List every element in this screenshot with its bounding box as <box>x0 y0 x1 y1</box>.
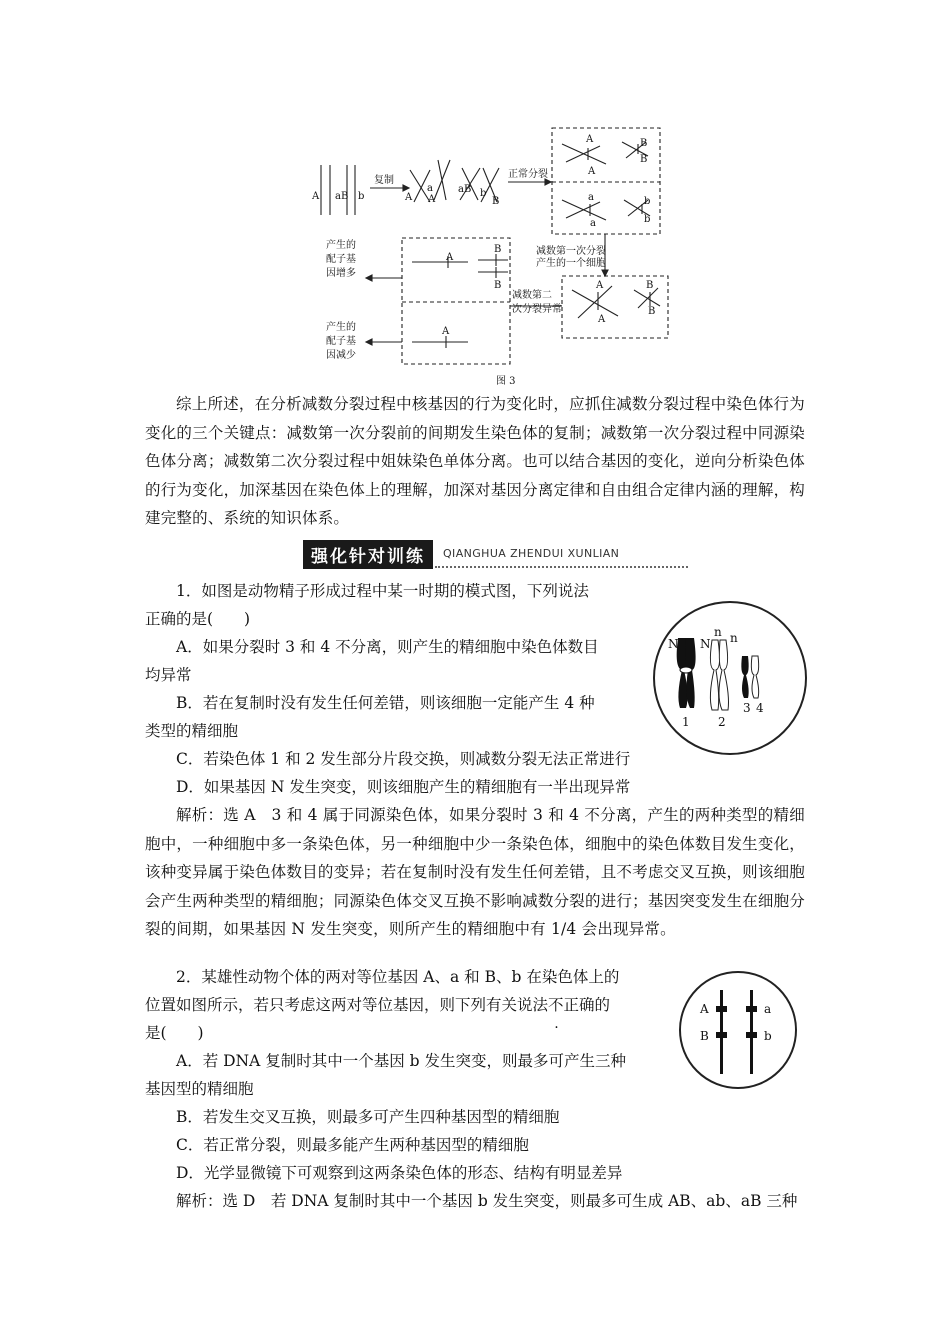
q2-option-d: D．光学显微镜下可观察到这两条染色体的形态、结构有明显差异 <box>176 1164 623 1182</box>
svg-text:A: A <box>312 191 320 202</box>
svg-text:A: A <box>586 134 594 145</box>
svg-text:因减少: 因减少 <box>326 350 356 361</box>
q1-option-b-line1: B．若在复制时没有发生任何差错，则该细胞一定能产生 4 种 <box>176 694 595 712</box>
q1-option-c: C．若染色体 1 和 2 发生部分片段交换，则减数分裂无法正常进行 <box>176 750 631 768</box>
svg-text:B: B <box>640 154 648 165</box>
svg-text:A: A <box>588 166 596 177</box>
q2-stem-line2 <box>145 991 610 1020</box>
q1-label-3: 3 <box>743 701 751 715</box>
svg-text:复制: 复制 <box>374 175 394 186</box>
q2-label-B: B <box>700 1029 709 1043</box>
svg-text:正常分裂: 正常分裂 <box>508 169 548 180</box>
svg-text:A: A <box>596 280 604 291</box>
q1-analysis: 解析：选 A 3 和 4 属于同源染色体，如果分裂时 3 和 4 不分离，产生的两种类型的精细胞中，一种细胞中多一条染色体，另一种细胞中少一条染色体，细胞中的染色体数目发生变化，该种变异属于染色体数目的变异；若在复制时没有发生任何差错，且不考虑交叉互换，则该细胞会产生两种类型的精细胞；同源染色体交叉互换不影响减数分裂的进行；基因突变发生在细胞分裂的间期，如果基因 N 发生突变，则所产生的精细胞中有 1/4 会出现异常。 <box>145 806 805 939</box>
svg-text:B: B <box>648 306 656 317</box>
q2-chromosome-figure <box>676 968 800 1092</box>
svg-text:产生的: 产生的 <box>326 240 356 251</box>
svg-text:B: B <box>640 138 648 149</box>
svg-text:因增多: 因增多 <box>326 268 356 279</box>
svg-text:B: B <box>646 280 654 291</box>
banner-title: 强化针对训练 <box>303 540 433 569</box>
svg-text:A: A <box>405 192 413 203</box>
q1-option-a-line2: 均异常 <box>145 666 192 684</box>
q2-emphasis-not: 不 <box>548 996 564 1014</box>
q2-stem-line2-b: 正确的 <box>563 996 611 1014</box>
q1-label-N1: N <box>668 637 679 651</box>
q1-label-N2: N <box>700 637 711 651</box>
svg-text:a: a <box>590 218 596 229</box>
q2-stem-line3: 是( ) <box>145 1024 204 1042</box>
svg-text:B: B <box>494 280 502 291</box>
q1-chromosome-figure <box>650 598 810 758</box>
svg-text:A: A <box>442 326 450 337</box>
svg-text:配子基: 配子基 <box>326 254 356 265</box>
svg-text:aB: aB <box>458 184 472 195</box>
svg-text:产生的一个细胞: 产生的一个细胞 <box>536 258 606 269</box>
q2-option-a-line1: A．若 DNA 复制时其中一个基因 b 发生突变，则最多可产生三种 <box>176 1052 627 1070</box>
svg-text:B: B <box>492 196 500 207</box>
q2-stem-line2-a: 位置如图所示，若只考虑这两对等位基因，则下列有关说法 <box>145 996 549 1014</box>
q1-label-2: 2 <box>718 715 726 729</box>
banner-subtitle: QIANGHUA ZHENDUI XUNLIAN <box>443 547 620 560</box>
figure-3-meiosis-diagram <box>300 120 680 390</box>
q1-stem-line1: 1．如图是动物精子形成过程中某一时期的模式图，下列说法 <box>176 582 589 600</box>
svg-text:A: A <box>446 252 454 263</box>
q1-label-4: 4 <box>756 701 764 715</box>
q2-option-b: B．若发生交叉互换，则最多可产生四种基因型的精细胞 <box>176 1108 560 1126</box>
q1-label-n2: n <box>730 631 738 645</box>
q2-option-c: C．若正常分裂，则最多能产生两种基因型的精细胞 <box>176 1136 529 1154</box>
svg-text:b: b <box>644 196 651 207</box>
q2-option-a-line2: 基因型的精细胞 <box>145 1080 254 1098</box>
q1-option-a-line1: A．如果分裂时 3 和 4 不分离，则产生的精细胞中染色体数目 <box>176 638 599 656</box>
svg-text:aB: aB <box>335 191 349 202</box>
q1-option-b-line2: 类型的精细胞 <box>145 722 239 740</box>
svg-text:减数第一次分裂: 减数第一次分裂 <box>536 246 606 257</box>
q1-label-1: 1 <box>682 715 690 729</box>
svg-text:b: b <box>358 191 365 202</box>
q1-option-d: D．如果基因 N 发生突变，则该细胞产生的精细胞有一半出现异常 <box>176 778 631 796</box>
q2-label-A: A <box>700 1002 709 1016</box>
svg-text:B: B <box>494 244 502 255</box>
q2-label-a: a <box>764 1002 772 1016</box>
svg-text:a: a <box>427 183 433 194</box>
q2-label-b: b <box>764 1029 772 1043</box>
svg-text:产生的: 产生的 <box>326 322 356 333</box>
summary-paragraph: 综上所述，在分析减数分裂过程中核基因的行为变化时，应抓住减数分裂过程中染色体行为变化的三个关键点：减数第一次分裂前的间期发生染色体的复制；减数第一次分裂过程中同源染色体分离；减数第二次分裂过程中姐妹染色单体分离。也可以结合基因的变化，逆向分析染色体的行为变化，加深基因在染色体上的理解，加深对基因分离定律和自由组合定律内涵的理解，构建完整的、系统的知识体系。 <box>145 395 805 528</box>
q2-stem-line1: 2．某雄性动物个体的两对等位基因 A、a 和 B、b 在染色体上的 <box>176 968 620 986</box>
q1-stem-line2: 正确的是( ) <box>145 610 251 628</box>
q2-analysis: 解析：选 D 若 DNA 复制时其中一个基因 b 发生突变，则最多可生成 AB、ab、aB 三种 <box>176 1192 798 1210</box>
svg-text:b: b <box>644 214 651 225</box>
svg-text:a: a <box>588 192 594 203</box>
section-banner <box>303 538 688 568</box>
svg-text:次分裂异常: 次分裂异常 <box>512 304 562 315</box>
svg-text:A: A <box>598 314 606 325</box>
svg-text:减数第二: 减数第二 <box>512 290 552 301</box>
banner-dotted-rule <box>435 566 688 568</box>
q1-label-n1: n <box>714 625 722 639</box>
svg-text:配子基: 配子基 <box>326 336 356 347</box>
figure-caption: 图 3 <box>496 376 516 387</box>
svg-text:A: A <box>428 194 436 205</box>
svg-text:b: b <box>480 188 487 199</box>
